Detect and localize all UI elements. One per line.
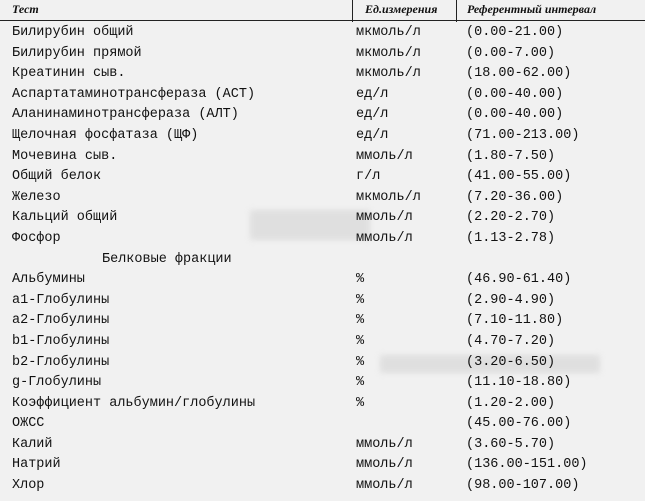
test-name: a1-Глобулины: [12, 292, 110, 308]
table-row: [0, 414, 645, 435]
table-row: [0, 23, 645, 44]
test-name: Хлор: [12, 478, 45, 494]
test-reference: (0.00-40.00): [466, 107, 564, 123]
test-unit: %: [356, 395, 365, 411]
header-test: Тест: [12, 2, 39, 16]
table-row: [0, 229, 645, 250]
table-row: [0, 147, 645, 168]
test-name: ОЖСС: [12, 416, 45, 432]
test-reference: (1.13-2.78): [466, 230, 556, 246]
header-unit: Ед.измерения: [352, 0, 456, 22]
test-reference: (2.20-2.70): [466, 210, 556, 226]
test-unit: ммоль/л: [356, 478, 413, 494]
table-header: [0, 0, 645, 22]
table-row: [0, 332, 645, 353]
header-reference: Референтный интервал: [456, 0, 645, 22]
table-row: [0, 394, 645, 415]
test-unit: %: [356, 313, 365, 329]
table-row: [0, 311, 645, 332]
test-name: Билирубин прямой: [12, 45, 142, 61]
test-unit: ммоль/л: [356, 436, 413, 452]
test-name: Щелочная фосфатаза (ЩФ): [12, 127, 199, 143]
test-reference: (46.90-61.40): [466, 272, 572, 288]
test-name: a2-Глобулины: [12, 313, 110, 329]
test-unit: мкмоль/л: [356, 189, 421, 205]
test-reference: (0.00-7.00): [466, 45, 556, 61]
test-name: Коэффициент альбумин/глобулины: [12, 395, 256, 411]
test-name: b2-Глобулины: [12, 354, 110, 370]
table-row: [0, 291, 645, 312]
test-unit: ммоль/л: [356, 457, 413, 473]
test-unit: мкмоль/л: [356, 25, 421, 40]
header-divider: [0, 20, 645, 21]
test-name: Калий: [12, 436, 53, 452]
test-unit: ед/л: [356, 127, 389, 143]
test-reference: (1.20-2.00): [466, 395, 556, 411]
test-reference: (45.00-76.00): [466, 416, 572, 432]
test-reference: (18.00-62.00): [466, 66, 572, 82]
test-reference: (98.00-107.00): [466, 478, 580, 494]
test-name: Натрий: [12, 457, 61, 473]
test-reference: (4.70-7.20): [466, 333, 556, 349]
test-name: Мочевина сыв.: [12, 148, 118, 164]
test-name: Кальций общий: [12, 210, 118, 226]
table-row: [0, 373, 645, 394]
section-title: Белковые фракции: [102, 251, 232, 267]
table-row: [0, 167, 645, 188]
test-reference: (11.10-18.80): [466, 375, 572, 391]
test-reference: (41.00-55.00): [466, 169, 572, 185]
test-unit: %: [356, 354, 365, 370]
table-row: [0, 270, 645, 291]
test-name: Железо: [12, 189, 61, 205]
table-row: [0, 44, 645, 65]
table-row: [0, 208, 645, 229]
test-reference: (2.90-4.90): [466, 292, 556, 308]
test-reference: (0.00-21.00): [466, 25, 564, 40]
test-unit: ммоль/л: [356, 148, 413, 164]
test-reference: (1.80-7.50): [466, 148, 556, 164]
test-unit: мкмоль/л: [356, 45, 421, 61]
test-reference: (3.20-6.50): [466, 354, 556, 370]
table-row: [0, 188, 645, 209]
table-row: [0, 85, 645, 106]
test-reference: (136.00-151.00): [466, 457, 588, 473]
test-unit: %: [356, 333, 365, 349]
results-table: [0, 23, 645, 497]
test-unit: ммоль/л: [356, 230, 413, 246]
test-unit: %: [356, 272, 365, 288]
test-name: Аспартатаминотрансфераза (АСТ): [12, 86, 256, 102]
test-unit: %: [356, 292, 365, 308]
section-row: [0, 250, 645, 271]
test-reference: (7.10-11.80): [466, 313, 564, 329]
test-unit: г/л: [356, 169, 381, 185]
test-name: Креатинин сыв.: [12, 66, 126, 82]
test-reference: (7.20-36.00): [466, 189, 564, 205]
test-unit: мкмоль/л: [356, 66, 421, 82]
test-reference: (71.00-213.00): [466, 127, 580, 143]
test-unit: ммоль/л: [356, 210, 413, 226]
test-reference: (0.00-40.00): [466, 86, 564, 102]
test-unit: %: [356, 375, 365, 391]
table-row: [0, 455, 645, 476]
table-row: [0, 435, 645, 456]
table-row: [0, 126, 645, 147]
table-row: [0, 476, 645, 497]
test-name: Фосфор: [12, 230, 61, 246]
table-row: [0, 64, 645, 85]
table-row: [0, 105, 645, 126]
test-name: b1-Глобулины: [12, 333, 110, 349]
test-reference: (3.60-5.70): [466, 436, 556, 452]
table-row: [0, 353, 645, 374]
test-name: Билирубин общий: [12, 25, 134, 40]
test-name: Альбумины: [12, 272, 85, 288]
test-unit: ед/л: [356, 107, 389, 123]
test-name: Аланинаминотрансфераза (АЛТ): [12, 107, 239, 123]
test-unit: ед/л: [356, 86, 389, 102]
test-name: g-Глобулины: [12, 375, 102, 391]
test-name: Общий белок: [12, 169, 102, 185]
